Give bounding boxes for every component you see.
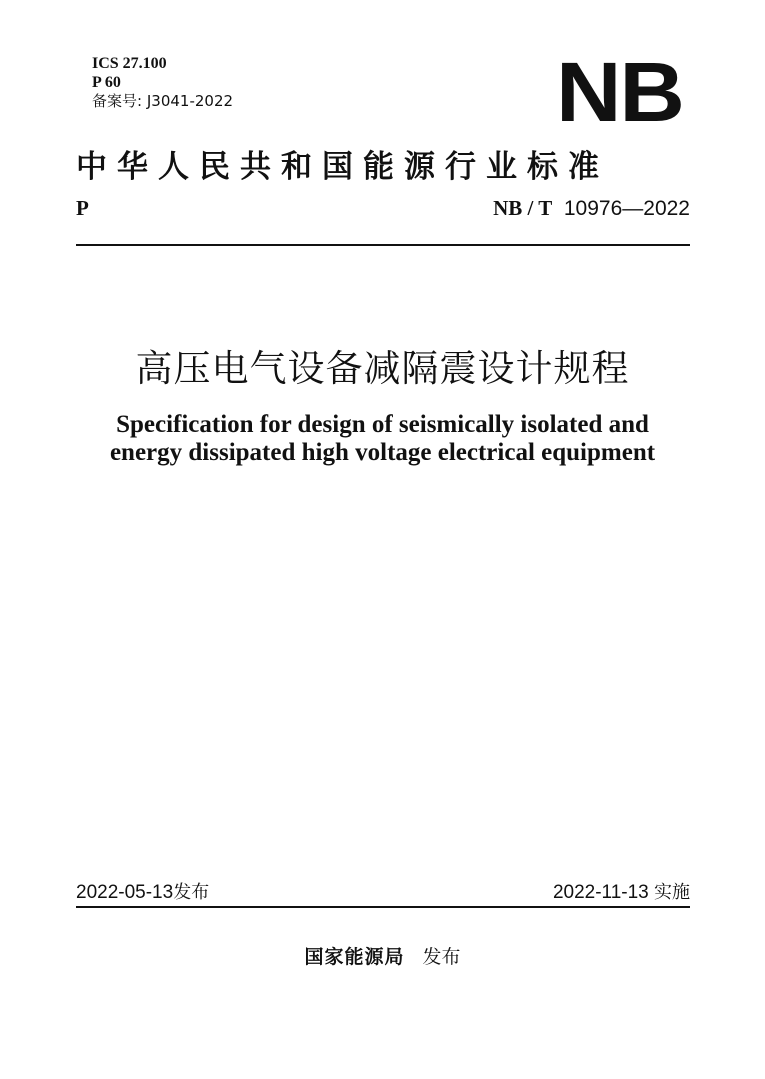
ccs-code: P 60 xyxy=(92,74,121,91)
document-title-en xyxy=(0,411,765,467)
implementation-date-value: 2022-11-13 xyxy=(552,882,649,903)
implementation-date xyxy=(553,878,690,904)
classification-block xyxy=(92,54,233,111)
document-title-cn: 高压电气设备减隔震设计规程 xyxy=(135,347,630,390)
title-en-line-2: energy dissipated high voltage electrical equipment xyxy=(109,439,656,466)
filing-number: J3041-2022 xyxy=(146,92,234,110)
issuer-action: 发布 xyxy=(422,946,461,968)
filing-separator: : xyxy=(137,92,143,110)
issuer-organization: 国家能源局 xyxy=(304,946,405,968)
industry-standard-title: 中华人民共和国能源行业标准 xyxy=(76,149,609,185)
issue-label: 发布 xyxy=(173,882,210,903)
classification-letter: P xyxy=(76,196,89,220)
nb-logo: NB xyxy=(556,45,683,139)
filing-label: 备案号 xyxy=(92,92,138,110)
filing-number-line xyxy=(92,92,233,111)
issuer-line xyxy=(0,942,765,969)
issue-date xyxy=(76,878,209,904)
ics-code: ICS 27.100 xyxy=(92,55,167,72)
title-en-line-1: Specification for design of seismically isolated and xyxy=(116,411,649,438)
issue-date-value: 2022-05-13 xyxy=(76,882,174,903)
standard-prefix: NB / T xyxy=(493,196,553,220)
top-divider xyxy=(76,244,690,246)
bottom-divider xyxy=(76,906,690,908)
standard-code: 10976—2022 xyxy=(563,197,690,220)
implementation-label: 实施 xyxy=(654,882,690,903)
standard-number xyxy=(493,196,690,221)
